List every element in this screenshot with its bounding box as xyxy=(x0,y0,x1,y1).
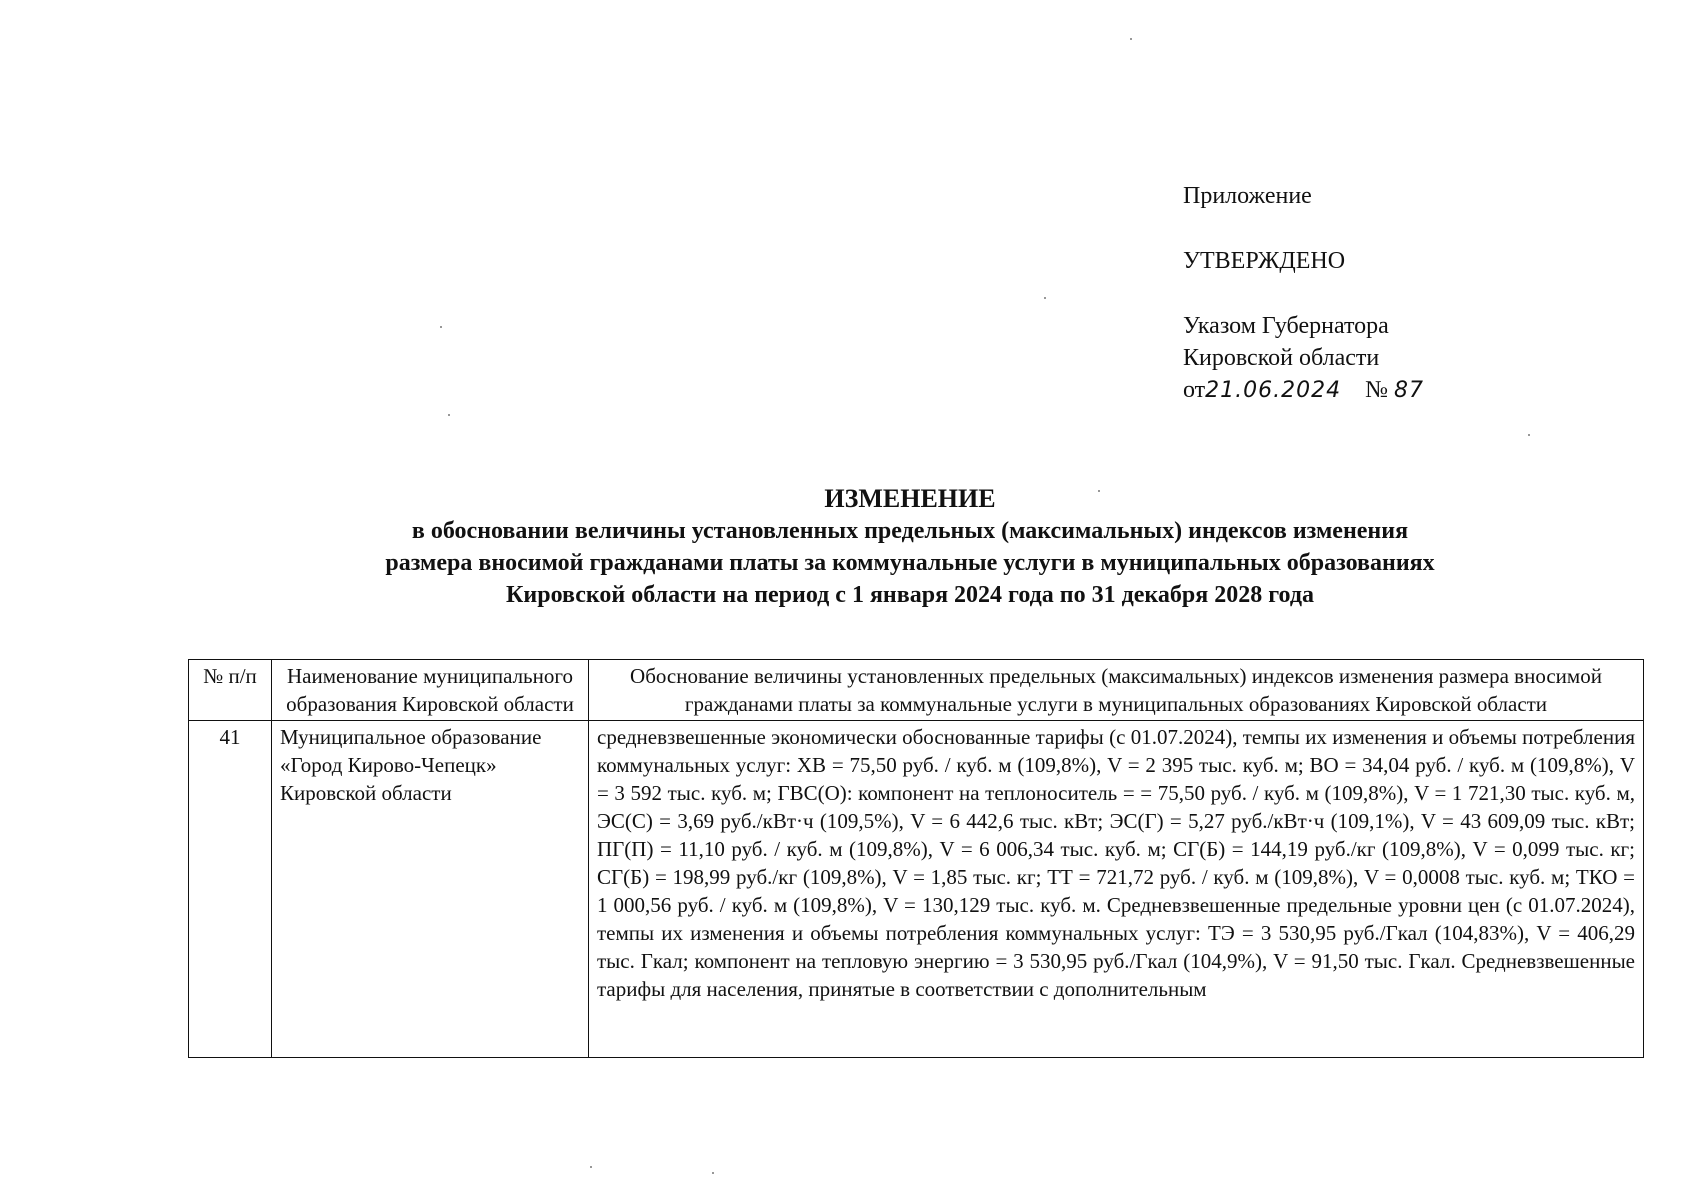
date-handwritten: 21.06.2024 xyxy=(1205,378,1342,403)
decree-line-2: Кировской области xyxy=(1183,345,1380,371)
table-header-row xyxy=(189,660,1644,721)
row-justification-text: средневзвешенные экономически обоснованные тарифы (с 01.07.2024), темпы их изменения и объемы потребления коммунальных услуг: ХВ = 75,50 руб. / куб. м (109,8%), V = 2 395 тыс. куб. м; ВО = 34,04 руб. / куб. м (109,8%), V = 3 592 тыс. куб. м; ГВС(О): компонент на теплоноситель = = 75,50 руб. / куб. м (109,8%), V = 1 721,30 тыс. куб. м, ЭС(С) = 3,69 руб./кВт·ч (109,5%), V = 6 442,6 тыс. кВт; ЭС(Г) = 5,27 руб./кВт·ч (109,1%), V = 43 609,09 тыс. кВт; ПГ(П) = 11,10 руб. / куб. м (109,8%), V = 6 006,34 тыс. куб. м; СГ(Б) = 144,19 руб./кг (109,8%), V = 0,099 тыс. кг; СГ(Б) = 198,99 руб./кг (109,8%), V = 1,85 тыс. кг; ТТ = 721,72 руб. / куб. м (109,8%), V = 0,0008 тыс. куб. м; ТКО = 1 000,56 руб. / куб. м (109,8%), V = 130,129 тыс. куб. м. Средневзвешенные предельные уровни цен (с 01.07.2024), темпы их изменения и объемы потребления коммунальных услуг: ТЭ = 3 530,95 руб./Гкал (104,83%), V = 406,29 тыс. Гкал; компонент на тепловую энергию = 3 530,95 руб./Гкал (104,9%), V = 91,50 тыс. Гкал. Средневзвешенные тарифы для населения, принятые в соответствии с дополнительным xyxy=(597,725,1635,1001)
row-number: 41 xyxy=(189,721,272,1058)
title-line-2: размера вносимой гражданами платы за коммунальные услуги в муниципальных образованиях xyxy=(385,550,1435,576)
scan-speck xyxy=(1098,490,1100,492)
scan-speck xyxy=(448,414,450,416)
number-prefix: № xyxy=(1365,377,1389,403)
row-justification xyxy=(589,721,1644,1058)
scan-speck xyxy=(1130,38,1132,40)
document-title xyxy=(180,483,1640,611)
date-prefix: от xyxy=(1183,377,1206,403)
decree-date-line xyxy=(1183,374,1424,407)
header-municipality: Наименование муниципального образования Кировской области xyxy=(272,660,589,721)
row-municipality: Муниципальное образование «Город Кирово-Чепецк» Кировской области xyxy=(272,721,589,1058)
header-number: № п/п xyxy=(189,660,272,721)
approved-label: УТВЕРЖДЕНО xyxy=(1183,248,1346,274)
justification-table xyxy=(188,659,1644,1058)
scan-speck xyxy=(1528,434,1530,436)
scan-speck xyxy=(712,1172,714,1174)
table-row xyxy=(189,721,1644,1058)
scan-speck xyxy=(590,1166,592,1168)
scan-speck xyxy=(440,326,442,328)
title-line-1: в обосновании величины установленных предельных (максимальных) индексов изменения xyxy=(411,518,1409,544)
title-line-3: Кировской области на период с 1 января 2024 года по 31 декабря 2028 года xyxy=(506,582,1314,608)
header-justification: Обоснование величины установленных предельных (максимальных) индексов изменения размера вносимой гражданами платы за коммунальные услуги в муниципальных образованиях Кировской области xyxy=(589,660,1644,721)
appendix-label: Приложение xyxy=(1183,183,1312,209)
scan-speck xyxy=(1044,297,1046,299)
approval-block xyxy=(1183,180,1424,407)
decree-line-1: Указом Губернатора xyxy=(1183,313,1389,339)
title-heading: ИЗМЕНЕНИЕ xyxy=(824,484,996,513)
number-handwritten: 87 xyxy=(1394,378,1425,403)
